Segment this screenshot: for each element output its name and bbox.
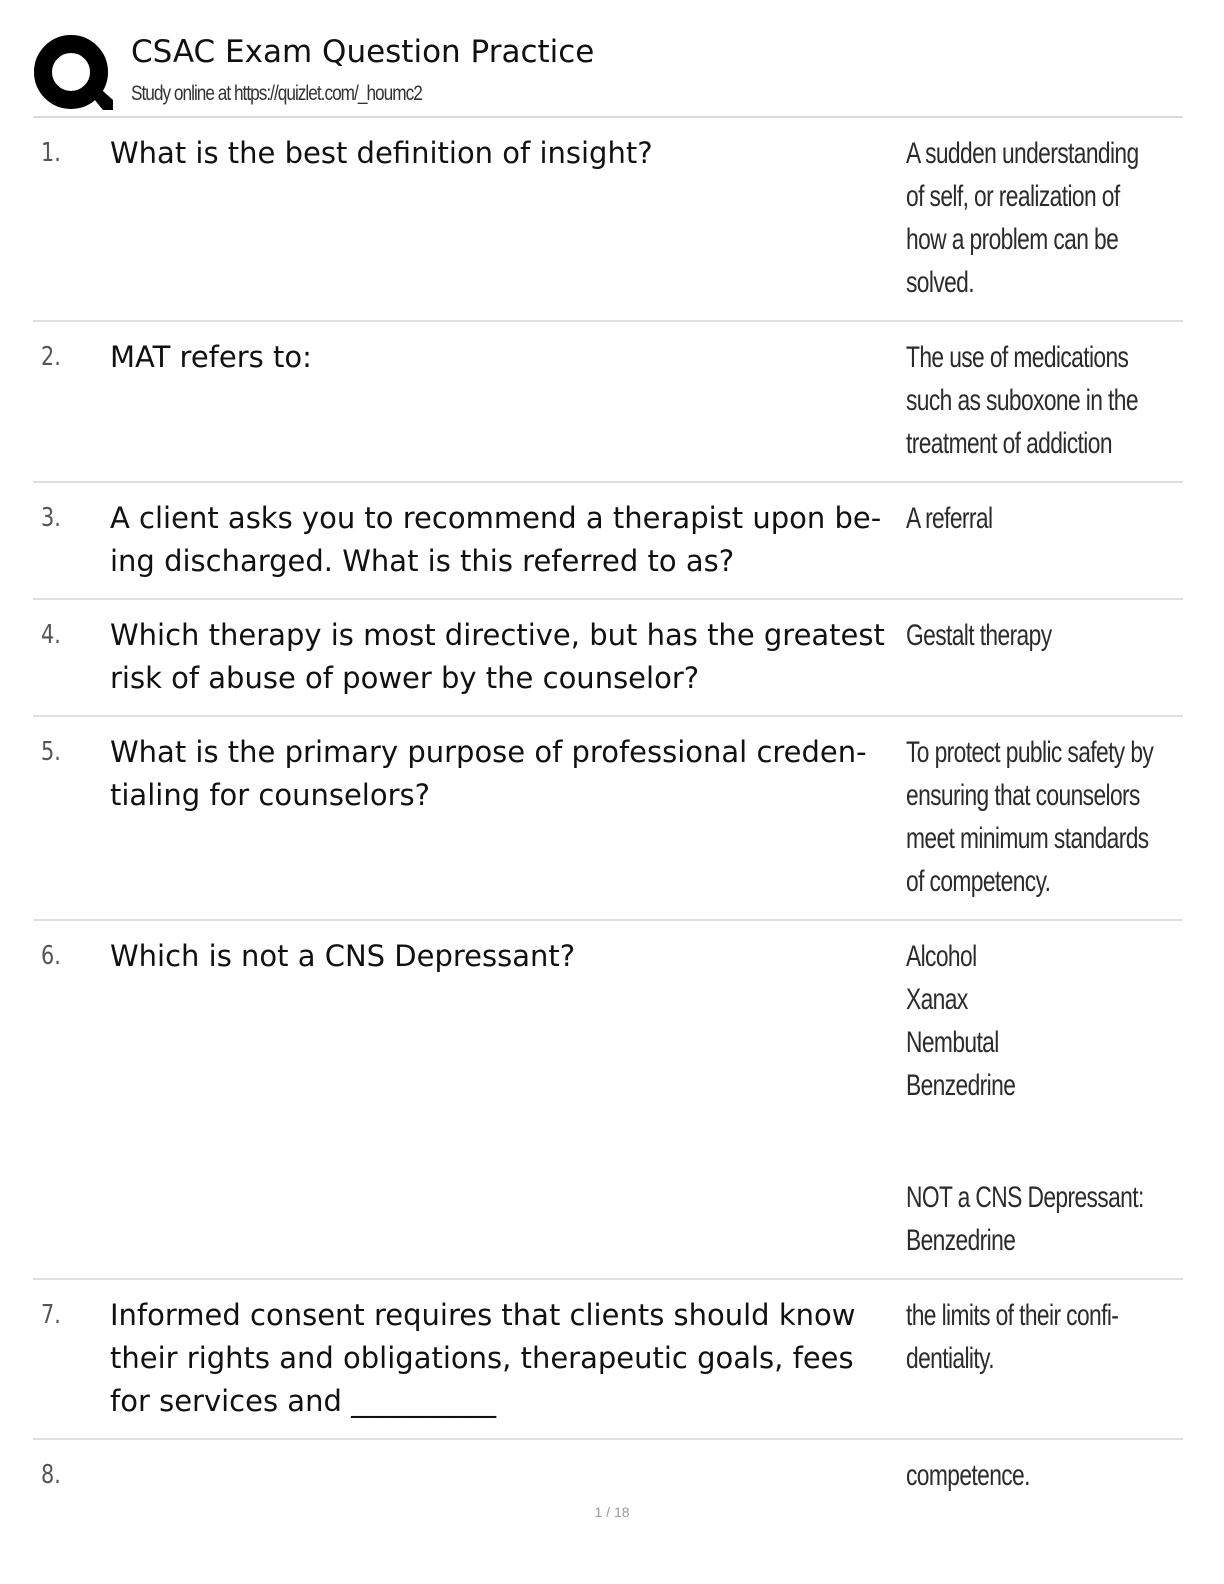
study-link[interactable]: Study online at https://quizlet.com/_houmc2 [131,82,422,105]
flashcard-row [33,118,1183,322]
page-counter: 1 / 18 [594,1504,630,1520]
answer-line: Benzedrine [906,1224,1016,1257]
quizlet-logo-icon [33,34,113,114]
answer-line: dentiality. [906,1342,994,1375]
flashcard-row [33,717,1183,921]
answer-line: Nembutal [906,1026,999,1059]
answer-line: of competency. [906,865,1051,898]
answer-line: Alcohol [906,940,977,973]
flashcard-row [33,483,1183,600]
flashcard-row [33,1280,1183,1440]
card-number: 6. [41,941,61,971]
card-number: 7. [41,1300,61,1330]
card-number: 5. [41,737,61,767]
flashcard-row [33,322,1183,483]
card-answer [906,1294,1164,1380]
card-question: Which therapy is most directive, but has the greatest risk of abuse of power by the counselor? [110,618,885,695]
flashcard-row [33,600,1183,717]
card-question: What is the best definition of insight? [110,136,653,170]
card-answer [906,614,1164,657]
card-question: Which is not a CNS Depressant? [110,939,576,973]
card-number: 1. [41,138,61,168]
answer-line: ensuring that counselors [906,779,1140,812]
answer-line: A sudden understanding [906,137,1139,170]
answer-line: meet minimum standards [906,822,1149,855]
card-number: 4. [41,620,61,650]
card-answer [906,1454,1164,1497]
answer-line: solved. [906,266,974,299]
card-answer [906,132,1164,304]
card-question: A client asks you to recommend a therapist upon be-ing discharged. What is this referred to as? [110,501,882,578]
card-number: 3. [41,503,61,533]
flashcard-list [33,118,1183,1520]
answer-line: A referral [906,502,993,535]
card-answer [906,497,1164,540]
answer-line: such as suboxone in the [906,384,1138,417]
answer-line: To protect public safety by [906,736,1154,769]
card-number: 2. [41,342,61,372]
page-header [33,30,1183,118]
answer-line: of self, or realization of [906,180,1120,213]
card-number: 8. [41,1460,61,1490]
answer-line: competence. [906,1459,1030,1492]
card-answer [906,731,1164,903]
answer-line: treatment of addiction [906,427,1112,460]
answer-line: how a problem can be [906,223,1119,256]
flashcard-row [33,921,1183,1280]
card-answer [906,336,1164,465]
answer-line: The use of medications [906,341,1129,374]
answer-spacer [906,1107,1164,1176]
card-question: Informed consent requires that clients should know their rights and obligations, therapeutic goals, fees for services and __________ [110,1298,856,1418]
answer-line: Gestalt therapy [906,619,1052,652]
answer-line: Benzedrine [906,1069,1016,1102]
answer-line: the limits of their confi- [906,1299,1119,1332]
answer-line: Xanax [906,983,968,1016]
card-answer [906,935,1164,1262]
answer-line: NOT a CNS Depressant: [906,1181,1144,1214]
card-question: What is the primary purpose of professional creden-tialing for counselors? [110,735,867,812]
card-question: MAT refers to: [110,340,312,374]
page-title: CSAC Exam Question Practice [131,34,595,70]
